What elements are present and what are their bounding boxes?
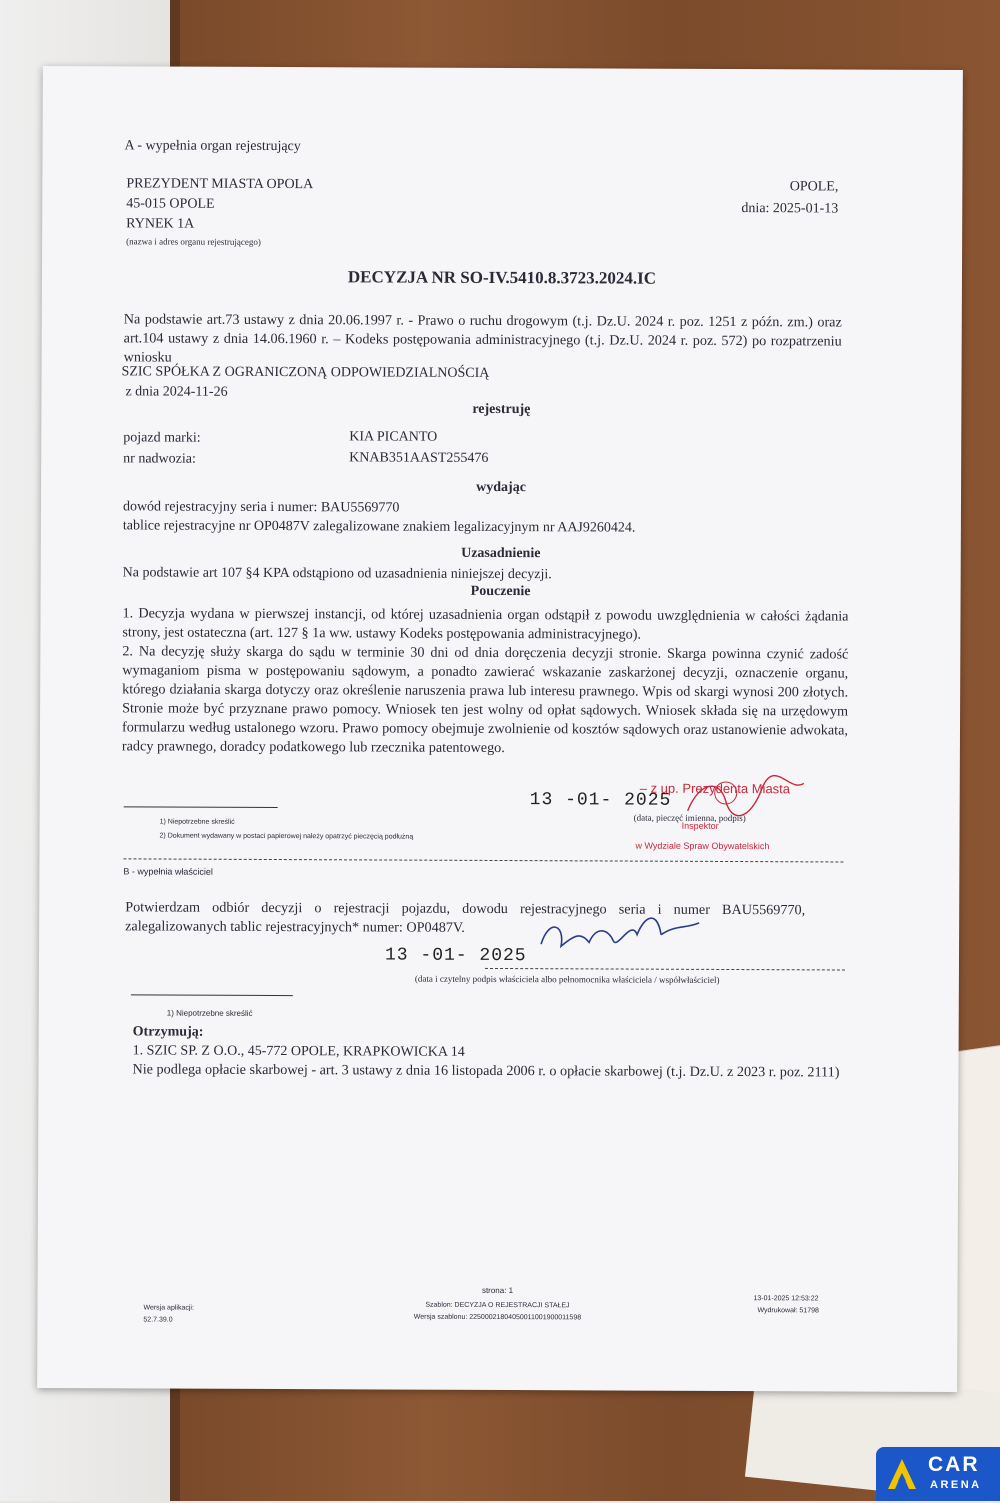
footnote-separator	[124, 806, 278, 808]
date-stamp-official: 13 -01- 2025	[529, 790, 672, 811]
official-signature-mark	[680, 771, 810, 832]
authority-name: PREZYDENT MIASTA OPOLA	[126, 176, 314, 193]
heading-justification: Uzasadnienie	[461, 545, 541, 562]
decision-title: DECYZJA NR SO-IV.5410.8.3723.2024.IC	[347, 267, 657, 288]
owner-signature-mark	[535, 904, 705, 965]
car-arena-logo	[876, 1447, 1000, 1501]
authority-caption: (nazwa i adres organu rejestrującego)	[126, 236, 261, 247]
logo-word-arena: ARENA	[930, 1479, 982, 1491]
authority-postcode: 45-015 OPOLE	[126, 196, 215, 212]
legal-basis-paragraph: Na podstawie art.73 ustawy z dnia 20.06.1997 r. - Prawo o ruchu drogowym (t.j. Dz.U. 2024 r. poz. 1251 z późn. zm.) oraz art.104 ustawy z dnia 14.06.1960 r. – Kodeks postępowania administracyjnego (t.j. Dz.U. 2024 r. poz. 572) po rozpatrzeniu wniosku	[123, 311, 842, 366]
section-b-label: B - wypełnia właściciel	[123, 866, 213, 877]
signature-caption: (data, pieczęć imienna, podpis)	[633, 812, 746, 824]
footer-app-version: 52.7.39.0	[143, 1316, 173, 1324]
owner-signature-line	[485, 968, 845, 971]
applicant-name: SZIC SPÓŁKA Z OGRANICZONĄ ODPOWIEDZIALNOŚCIĄ	[121, 364, 490, 381]
official-department-stamp: w Wydziale Spraw Obywatelskich	[635, 840, 770, 852]
footnote-1: 1) Niepotrzebne skreślić	[159, 818, 235, 826]
heading-issue: wydając	[476, 479, 526, 496]
footer-app-version-label: Wersja aplikacji:	[143, 1304, 194, 1312]
instruction-point-1: 1. Decyzja wydana w pierwszej instancji, od której uzasadnienia organ odstąpił z powodu uwzględnienia w całości żądania strony, jest ostateczna (art. 127 § 1a ww. ustawy Kodeks postępowania administracyjnego).	[122, 605, 849, 643]
heading-instruction: Pouczenie	[470, 583, 531, 600]
authority-street: RYNEK 1A	[126, 216, 195, 232]
car-arena-logo-icon	[884, 1455, 920, 1493]
footer-printed-by: Wydrukował: 51798	[757, 1307, 819, 1315]
footnote-3: 1) Niepotrzebne skreślić	[166, 1008, 253, 1018]
footer-template-version: Wersja szablonu: 22500021804050011001900011598	[413, 1313, 582, 1322]
date-stamp-owner: 13 -01- 2025	[384, 945, 527, 967]
registration-decision-document	[37, 66, 963, 1392]
license-plates-line: tablice rejestracyjne nr OP0487V zalegalizowane znakiem legalizacyjnym nr AAJ9260424.	[122, 518, 636, 536]
owner-confirmation-text: Potwierdzam odbiór decyzji o rejestracji pojazdu, dowodu rejestracyjnego seria i numer BAU5569770, zalegalizowanych tablic rejestracyjnych* numer: OP0487V.	[125, 899, 806, 936]
vehicle-vin-label: nr nadwozia:	[123, 451, 196, 467]
instruction-point-2: 2. Na decyzję służy skarga do sądu w terminie 30 dni od dnia doręczenia decyzji stronie. Skarga powinna czynić zadość wymaganiom pisma w postępowaniu sądowym, a ponadto zawierać wskazanie zaskarżonej decyzji, oznaczenie organu, którego działania skarga dotyczy oraz określenie naruszenia prawa lub interesu prawnego. Wpis od skargi wynosi 200 złotych. Stronie może być przyznane prawo pomocy. Wniosek ten jest wolny od opłat sądowych. Wniosek składa się na urzędowym formularzu według ustalonego wzoru. Prawo pomocy obejmuje zwolnienie od kosztów sądowych oraz ustanowienie adwokata, radcy prawnego, doradcy podatkowego lub rzecznika patentowego.	[121, 643, 849, 757]
footer-template: Szablon: DECYZJA O REJESTRACJI STAŁEJ	[425, 1301, 570, 1310]
vehicle-make-value: KIA PICANTO	[349, 429, 438, 445]
justification-text: Na podstawie art 107 §4 KPA odstąpiono od uzasadnienia niniejszej decyzji.	[122, 565, 552, 583]
place: OPOLE,	[789, 179, 839, 195]
official-name-stamp: – z up. Prezydenta Miasta	[639, 780, 791, 797]
recipient-1: 1. SZIC SP. Z O.O., 45-772 OPOLE, KRAPKOWICKA 14	[132, 1043, 465, 1060]
official-title-stamp: Inspektor	[681, 820, 719, 831]
footer-page-number: strona: 1	[481, 1285, 514, 1296]
issue-date: dnia: 2025-01-13	[741, 201, 839, 217]
footnote-separator-b	[131, 994, 293, 996]
registration-document-line: dowód rejestracyjny seria i numer: BAU5569770	[122, 499, 400, 516]
vehicle-vin-value: KNAB351AAST255476	[349, 450, 489, 466]
owner-signature-caption: (data i czytelny podpis właściciela albo pełnomocnika właściciela / współwłaściciel)	[414, 973, 720, 985]
vehicle-make-label: pojazd marki:	[123, 430, 201, 446]
logo-word-car: CAR	[928, 1453, 980, 1476]
footer-timestamp: 13-01-2025 12:53:22	[753, 1295, 819, 1303]
recipients-heading: Otrzymują:	[132, 1024, 204, 1040]
stamp-duty-note: Nie podlega opłacie skarbowej - art. 3 ustawy z dnia 16 listopada 2006 r. o opłacie skarbowej (t.j. Dz.U. z 2023 r. poz. 2111)	[132, 1061, 840, 1081]
section-a-label: A - wypełnia organ rejestrujący	[124, 138, 301, 155]
footnote-2: 2) Dokument wydawany w postaci papierowej należy opatrzyć pieczęcią podłużną	[159, 832, 414, 841]
section-divider	[123, 858, 843, 862]
applicant-date: z dnia 2024-11-26	[125, 384, 228, 400]
heading-register: rejestruję	[472, 401, 531, 418]
